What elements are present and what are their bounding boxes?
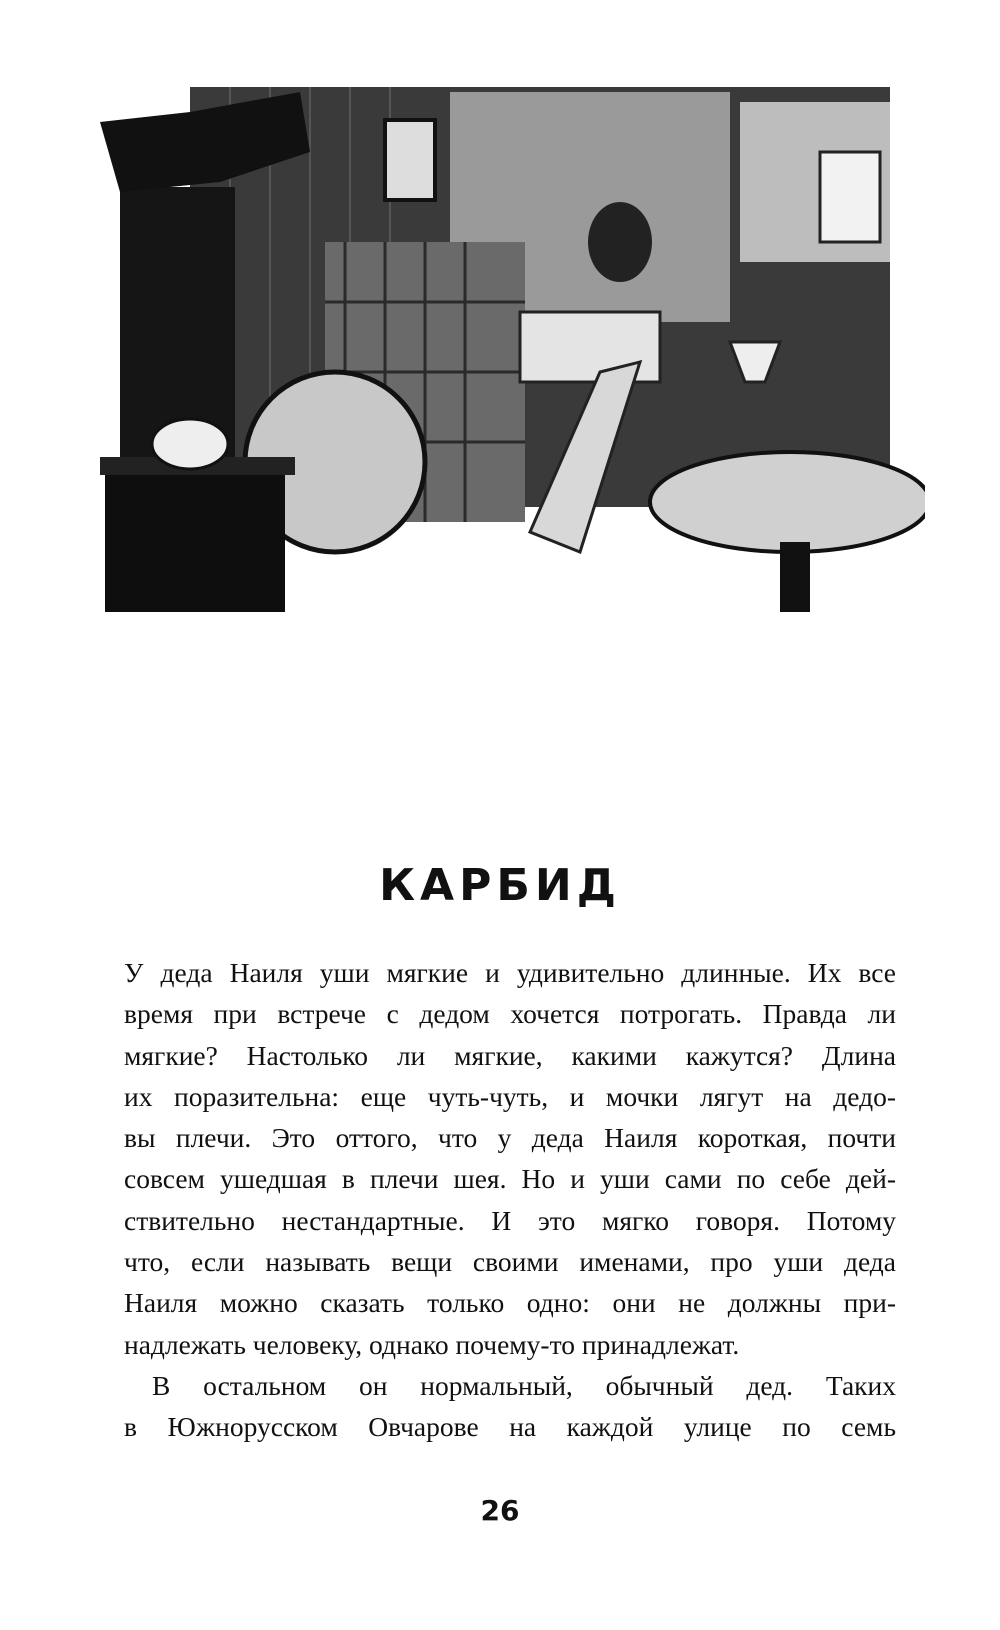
text-line: ствительно нестандартные. И это мягко говоря. Потому <box>124 1204 896 1236</box>
text-line: У деда Наиля уши мягкие и удивительно длинные. Их все <box>124 957 896 988</box>
page-number: 26 <box>480 1494 520 1527</box>
text-line: совсем ушедшая в плечи шея. Но и уши сами по себе дей- <box>124 1163 896 1195</box>
text-line: что, если называть вещи своими именами, про уши деда <box>124 1246 896 1278</box>
nightstand <box>105 462 285 612</box>
text-line: вы плечи. Это оттого, что у деда Наиля короткая, почти <box>124 1122 896 1154</box>
text-line: их поразительна: еще чуть-чуть, и мочки лягут на дедо- <box>124 1080 896 1112</box>
paragraph <box>124 952 896 1365</box>
text-line: мягкие? Настолько ли мягкие, какими кажутся? Длина <box>124 1039 896 1071</box>
text-line: в Южнорусском Овчарове на каждой улице по семь <box>124 1411 896 1443</box>
round-table <box>650 452 925 552</box>
text-line: Наиля можно сказать только одно: они не должны при- <box>124 1287 896 1319</box>
text-line: время при встрече с дедом хочется потрогать. Правда ли <box>124 998 896 1030</box>
body-text <box>124 952 896 1448</box>
teapot <box>152 419 228 469</box>
chapter-illustration <box>100 82 925 647</box>
chapter-title: КАРБИД <box>379 860 621 911</box>
text-line: надлежать человеку, однако почему-то принадлежат. <box>124 1328 740 1360</box>
text-line: В остальном он нормальный, обычный дед. Таких <box>152 1369 896 1401</box>
paragraph <box>124 1365 896 1448</box>
